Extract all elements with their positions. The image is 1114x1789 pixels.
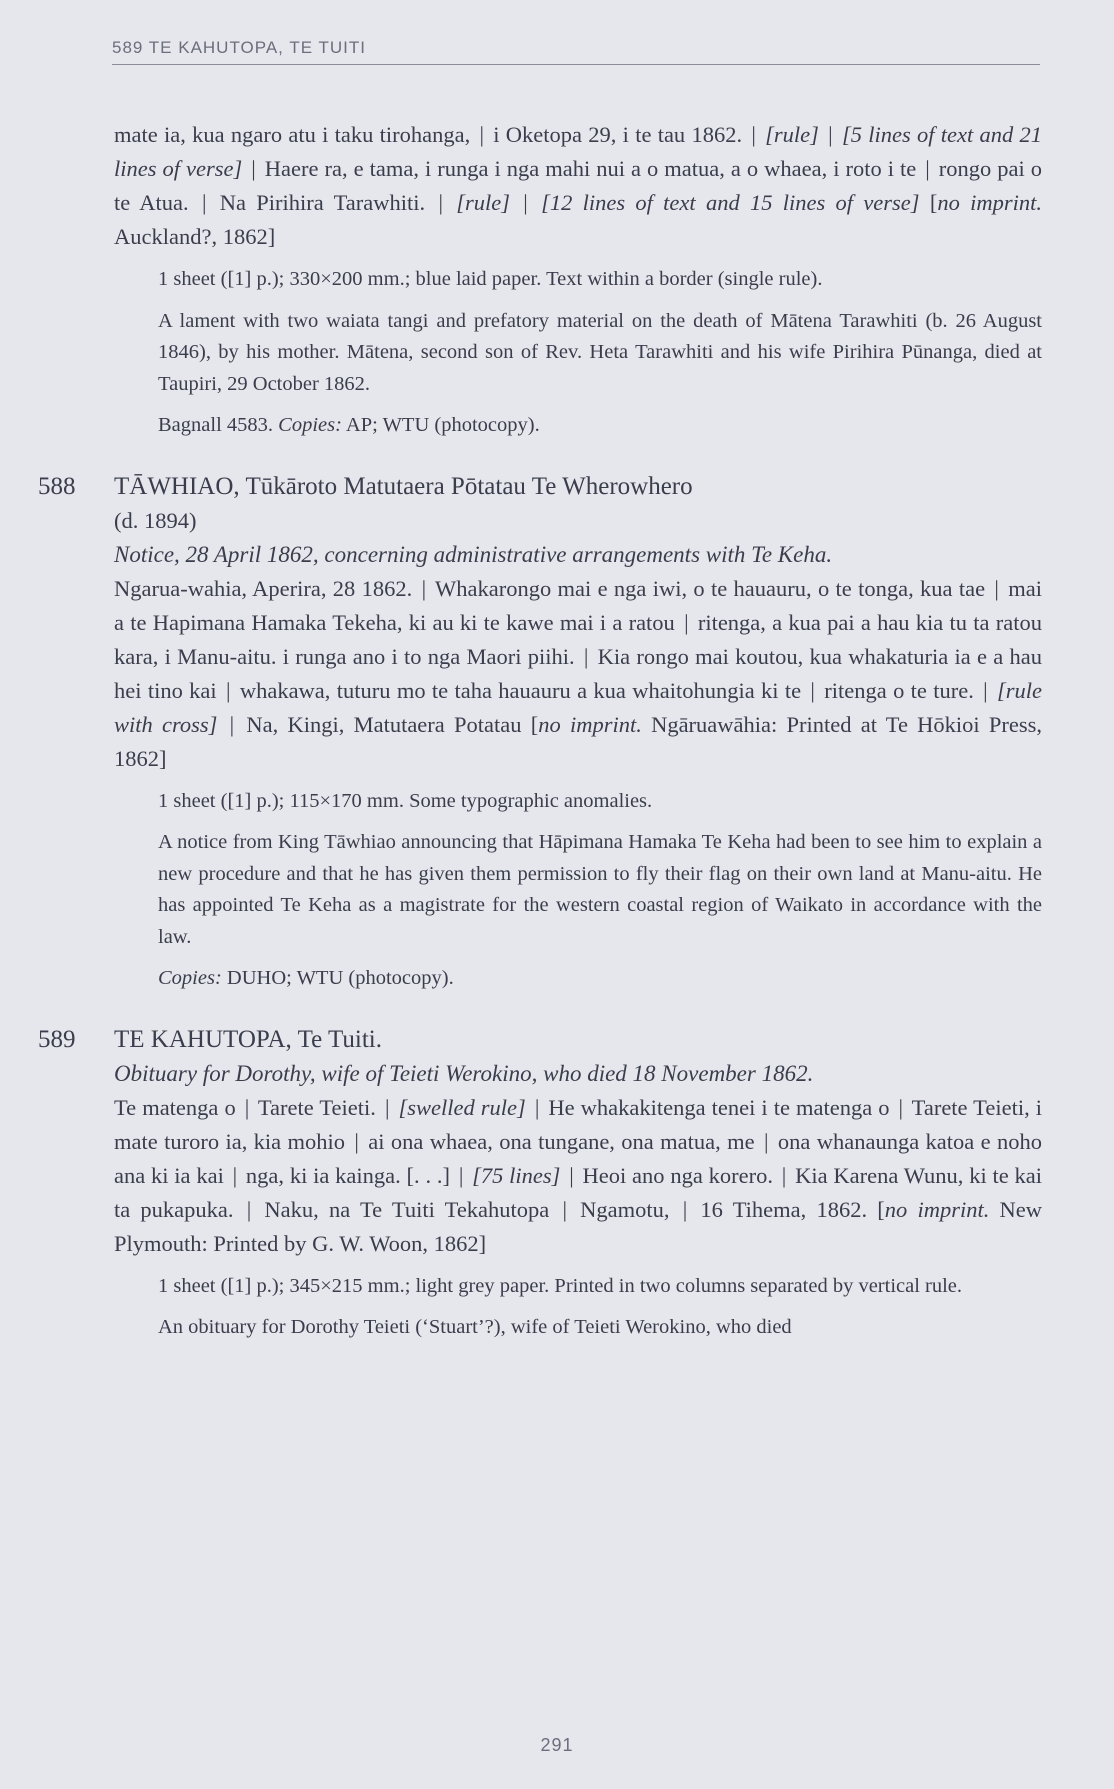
- text-run: Na Pirihira Tarawhiti.: [209, 190, 436, 215]
- text-run: ritenga o te ture.: [817, 677, 981, 703]
- text-run: mai a te Hapimana Hamaka Tekeha, ki au ki te kawe mai i a ratou: [114, 575, 1042, 635]
- line-separator: |: [354, 1128, 359, 1154]
- text-run: Whakarongo mai e nga iwi, o te hauauru, o te tonga, kua tae: [429, 575, 992, 601]
- italic-run: [75 lines]: [466, 1162, 567, 1188]
- copies-line: [158, 410, 1042, 442]
- text-run: Kia rongo mai koutou, kua whakaturia ia e a hau hei tino kai: [114, 643, 1043, 703]
- line-separator: |: [534, 1094, 540, 1120]
- copies-prefix: Bagnall 4583.: [158, 414, 274, 436]
- text-run: Te matenga o: [114, 1094, 242, 1120]
- catalogue-entry-589: [38, 1023, 1042, 1344]
- continued-entry: [38, 118, 1042, 442]
- entry-author: TĀWHIAO, Tūkāroto Matutaera Pōtatau Te Wherowhero: [114, 472, 693, 500]
- line-separator: |: [479, 122, 485, 147]
- page-number: 291: [540, 1735, 574, 1755]
- line-separator: |: [458, 1162, 464, 1188]
- text-run: 16 Tihema, 1862. [: [690, 1196, 885, 1222]
- line-separator: |: [232, 1162, 238, 1188]
- entry-number: 589: [38, 1025, 76, 1053]
- line-separator: |: [781, 1162, 787, 1188]
- text-run: Ngamotu,: [570, 1196, 680, 1222]
- italic-run: [5 lines of text and 21 lines of verse]: [114, 122, 1042, 181]
- text-run: ritenga, a kua pai a hau kia tu ta ratou kara, i Manu-aitu. i runga ano i to nga Maori piihi.: [114, 609, 1042, 669]
- line-separator: |: [583, 643, 589, 669]
- annotation-note: A notice from King Tāwhiao announcing that Hāpimana Hamaka Te Keha had been to see him to explain a new procedure and that he has given them permission to fly their flag on their own land at Manu-aitu. He has appointed Te Keha as a magistrate for the western coastal region of Waikato in accordance with the law.: [158, 831, 1042, 948]
- entry-dates: (d. 1894): [114, 507, 197, 533]
- annotation-note: A lament with two waiata tangi and prefatory material on the death of Mātena Tarawhiti (b. 26 August 1846), by his mother. Mātena, second son of Rev. Heta Tarawhiti and his wife Pirihira Pūnanga, died at Taupiri, 29 October 1862.: [158, 309, 1042, 395]
- entry-transcription: [114, 1091, 1042, 1261]
- entry-heading: [38, 1023, 1042, 1057]
- text-run: i Oketopa 29, i te tau 1862.: [487, 122, 749, 147]
- physical-description: 1 sheet ([1] p.); 345×215 mm.; light grey paper. Printed in two columns separated by vertical rule.: [158, 1274, 963, 1297]
- line-separator: |: [201, 190, 207, 215]
- physical-description: 1 sheet ([1] p.); 330×200 mm.; blue laid paper. Text within a border (single rule).: [158, 268, 823, 290]
- italic-run: no imprint.: [884, 1196, 990, 1222]
- entry-transcription: [114, 118, 1042, 254]
- entry-title: Obituary for Dorothy, wife of Teieti Werokino, who died 18 November 1862.: [114, 1060, 814, 1086]
- entry-title: Notice, 28 April 1862, concerning administrative arrangements with Te Keha.: [114, 541, 833, 567]
- text-run: Tarete Teieti.: [252, 1094, 382, 1120]
- italic-run: no imprint.: [937, 190, 1043, 215]
- entry-transcription: [114, 572, 1042, 776]
- line-separator: |: [562, 1196, 567, 1222]
- text-run: mate ia, kua ngaro atu i taku tirohanga,: [114, 122, 477, 147]
- line-separator: |: [523, 190, 528, 215]
- text-run: nga, ki ia kainga. [. . .]: [240, 1162, 456, 1188]
- page-content: [38, 118, 1042, 1344]
- text-run: He whakakitenga tenei i te matenga o: [542, 1094, 896, 1120]
- line-separator: |: [983, 677, 988, 703]
- copies-value: AP; WTU (photocopy).: [345, 414, 540, 436]
- annotation-note: An obituary for Dorothy Teieti (‘Stuart’?), wife of Teieti Werokino, who died: [158, 1316, 792, 1338]
- text-run: rongo pai o te Atua.: [114, 156, 1042, 215]
- line-separator: |: [251, 156, 256, 181]
- text-run: Kia Karena Wunu, ki te kai ta pukapuka.: [114, 1162, 1043, 1222]
- italic-run: [rule]: [445, 190, 521, 215]
- running-head: 589 TE KAHUTOPA, TE TUITI: [112, 38, 1040, 65]
- text-run: ai ona whaea, ona tungane, ona matua, me: [361, 1128, 761, 1154]
- text-run: ona whanaunga katoa e noho ana ki ia kai: [114, 1128, 1043, 1188]
- line-separator: |: [994, 575, 999, 601]
- physical-description: 1 sheet ([1] p.); 115×170 mm. Some typographic anomalies.: [158, 789, 653, 812]
- text-run: Ngāruawāhia: Printed at Te Hōkioi Press, 1862]: [114, 711, 1043, 771]
- text-run: Na, Kingi, Matutaera Potatau [: [237, 711, 539, 737]
- text-run: Heoi ano nga korero.: [576, 1162, 779, 1188]
- italic-run: [12 lines of text and 15 lines of verse]: [530, 190, 930, 215]
- text-run: Auckland?, 1862]: [114, 224, 276, 249]
- entry-heading: [38, 470, 1042, 504]
- entry-author: TE KAHUTOPA, Te Tuiti.: [114, 1025, 382, 1053]
- italic-run: [swelled rule]: [392, 1094, 532, 1120]
- line-separator: |: [569, 1162, 574, 1188]
- line-separator: |: [828, 122, 833, 147]
- text-run: Haere ra, e tama, i runga i nga mahi nui a o matua, a o whaea, i roto i te: [258, 156, 923, 181]
- line-separator: |: [421, 575, 427, 601]
- copies-label: Copies:: [278, 414, 342, 436]
- italic-run: no imprint.: [538, 711, 642, 737]
- catalogue-entry-588: [38, 470, 1042, 995]
- text-run: New Plymouth: Printed by G. W. Woon, 1862]: [114, 1196, 1043, 1256]
- text-run: Ngarua-wahia, Aperira, 28 1862.: [114, 575, 419, 601]
- line-separator: |: [763, 1128, 769, 1154]
- line-separator: |: [229, 711, 235, 737]
- line-separator: |: [925, 156, 930, 181]
- line-separator: |: [751, 122, 756, 147]
- line-separator: |: [225, 677, 231, 703]
- text-run: [: [929, 190, 938, 215]
- line-separator: |: [684, 609, 689, 635]
- line-separator: |: [244, 1094, 250, 1120]
- line-separator: |: [810, 677, 815, 703]
- line-separator: |: [384, 1094, 390, 1120]
- copies-label: Copies:: [158, 967, 222, 989]
- copies-line: [158, 963, 1042, 995]
- line-separator: |: [438, 190, 443, 215]
- line-separator: |: [682, 1196, 688, 1222]
- line-separator: |: [246, 1196, 252, 1222]
- italic-run: [rule with cross]: [114, 677, 1043, 737]
- text-run: Naku, na Te Tuiti Tekahutopa: [254, 1196, 560, 1222]
- text-run: Tarete Teieti, i mate turoro ia, kia mohio: [114, 1094, 1042, 1154]
- copies-value: DUHO; WTU (photocopy).: [226, 967, 454, 989]
- entry-number: 588: [38, 472, 76, 500]
- italic-run: [rule]: [758, 122, 826, 147]
- text-run: whakawa, tuturu mo te taha hauauru a kua whaitohungia ki te: [233, 677, 808, 703]
- line-separator: |: [898, 1094, 904, 1120]
